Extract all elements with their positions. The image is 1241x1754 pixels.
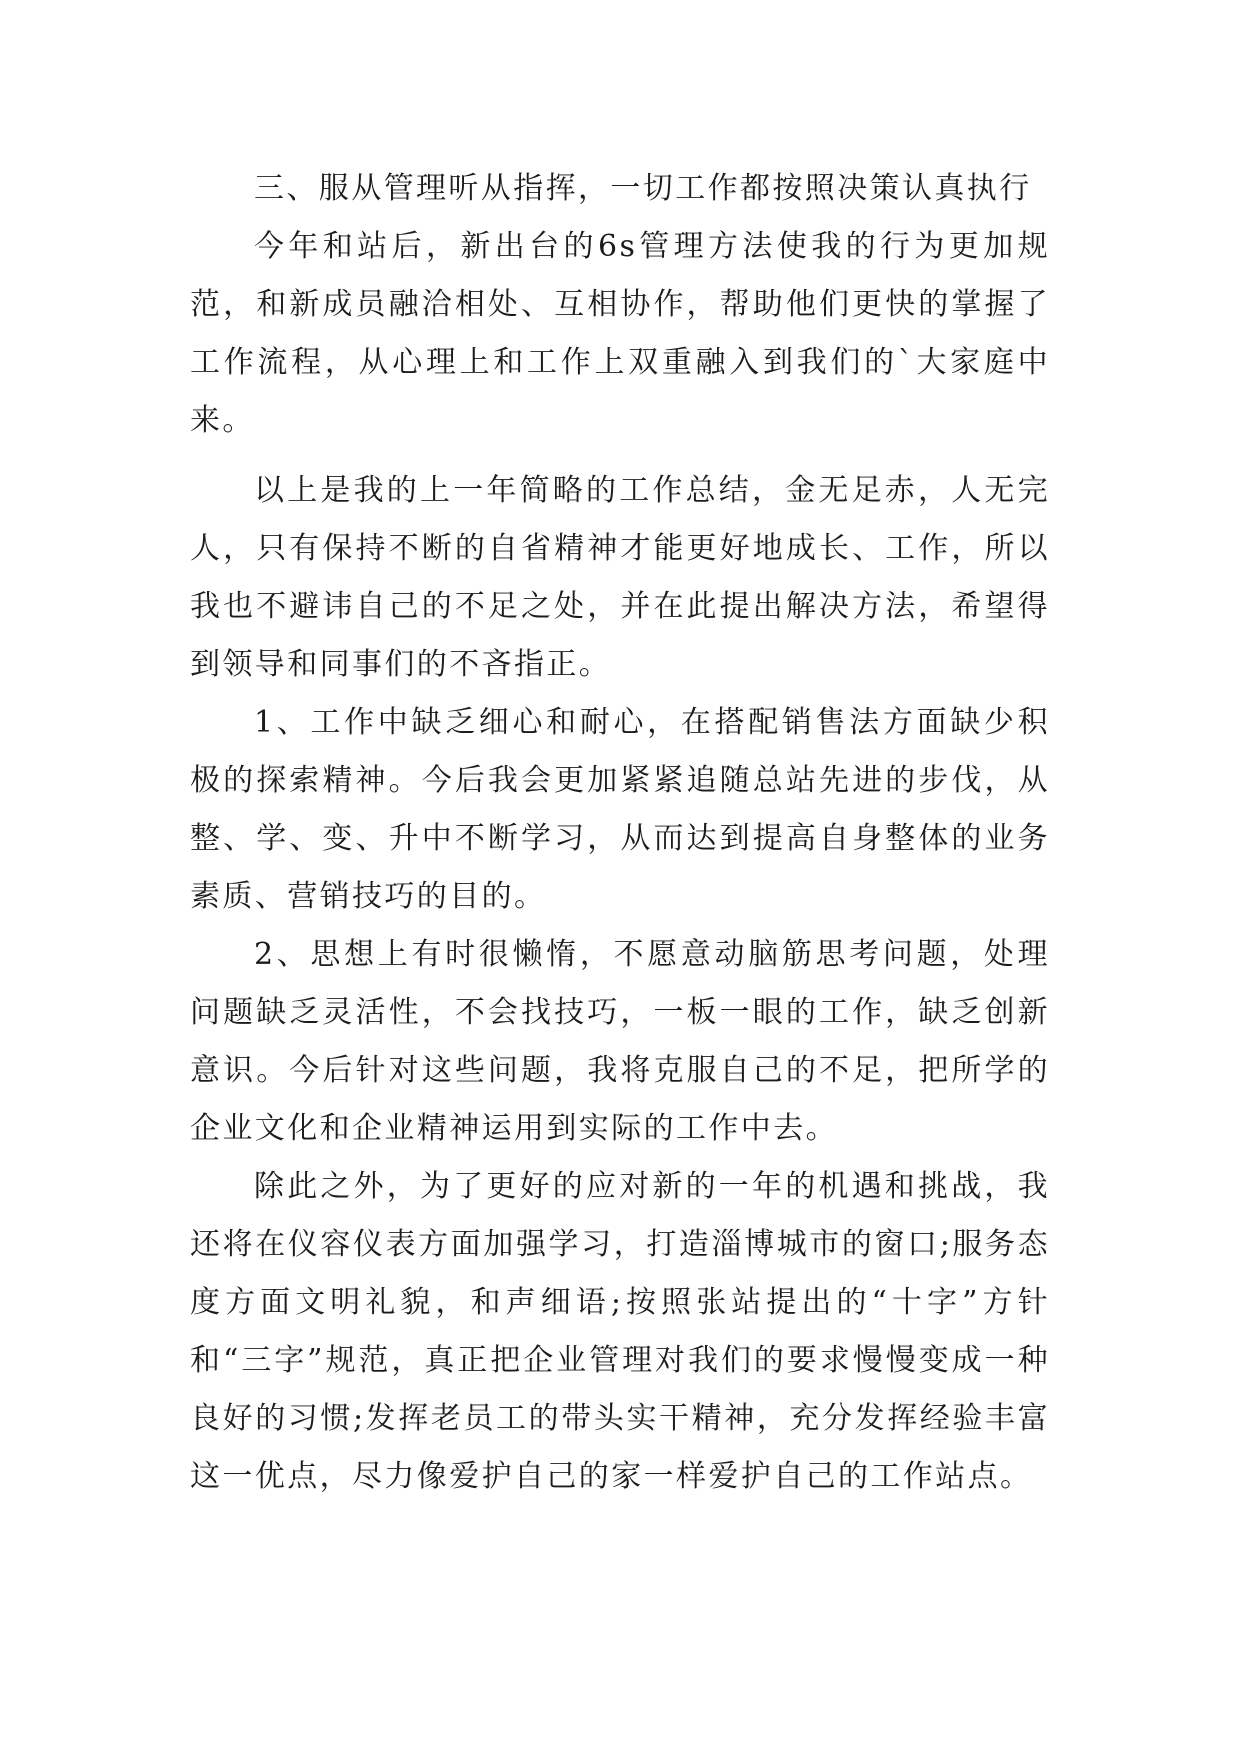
paragraph-plans: 除此之外，为了更好的应对新的一年的机遇和挑战，我还将在仪容仪表方面加强学习，打造淄博城市的窗口;服务态度方面文明礼貌，和声细语;按照张站提出的“十字”方针和“三字”规范，真正把企业管理对我们的要求慢慢变成一种良好的习惯;发挥老员工的带头实干精神，充分发挥经验丰富这一优点，尽力像爱护自己的家一样爱护自己的工作站点。	[190, 1169, 1050, 1494]
document-body	[190, 160, 1050, 1506]
paragraph-shortcoming-2: 2、思想上有时很懒惰，不愿意动脑筋思考问题，处理问题缺乏灵活性，不会找技巧，一板一眼的工作，缺乏创新意识。今后针对这些问题，我将克服自己的不足，把所学的企业文化和企业精神运用到实际的工作中去。	[190, 937, 1050, 1146]
paragraph-summary: 以上是我的上一年简略的工作总结，金无足赤，人无完人，只有保持不断的自省精神才能更好地成长、工作，所以我也不避讳自己的不足之处，并在此提出解决方法，希望得到领导和同事们的不吝指正。	[190, 473, 1050, 682]
paragraph-management-method: 今年和站后，新出台的6s管理方法使我的行为更加规范，和新成员融洽相处、互相协作，帮助他们更快的掌握了工作流程，从心理上和工作上双重融入到我们的`大家庭中来。	[190, 229, 1050, 438]
paragraph-shortcoming-1: 1、工作中缺乏细心和耐心，在搭配销售法方面缺少积极的探索精神。今后我会更加紧紧追随总站先进的步伐，从整、学、变、升中不断学习，从而达到提高自身整体的业务素质、营销技巧的目的。	[190, 705, 1050, 914]
section-heading: 三、服从管理听从指挥，一切工作都按照决策认真执行	[254, 171, 1032, 206]
